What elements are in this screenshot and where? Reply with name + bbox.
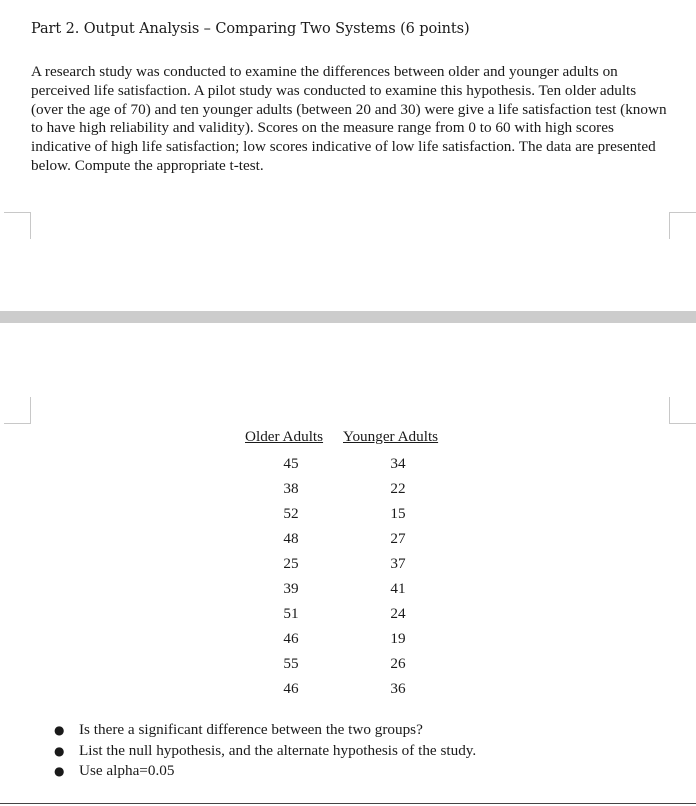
older-cell: 45: [283, 455, 299, 472]
older-cell: 48: [283, 530, 299, 547]
younger-cell: 19: [390, 630, 406, 647]
section-heading: Part 2. Output Analysis – Comparing Two Systems (6 points): [31, 21, 470, 37]
bullet-icon: ●: [54, 764, 65, 778]
margin-corner-bottom-right: [669, 397, 696, 424]
margin-corner-top-left: [4, 212, 31, 239]
younger-cell: 27: [390, 530, 406, 547]
younger-cell: 22: [390, 480, 406, 497]
younger-cell: 24: [390, 605, 406, 622]
younger-cell: 37: [390, 555, 406, 572]
bullet-icon: ●: [54, 723, 65, 737]
older-cell: 55: [283, 655, 299, 672]
younger-cell: 34: [390, 455, 406, 472]
list-item-text: Is there a significant difference between the two groups?: [79, 721, 423, 738]
older-cell: 46: [283, 630, 299, 647]
older-cell: 52: [283, 505, 299, 522]
list-item-text: List the null hypothesis, and the alternate hypothesis of the study.: [79, 741, 477, 759]
margin-corner-bottom-left: [4, 397, 31, 424]
younger-cell: 15: [390, 505, 406, 522]
question-list: [52, 720, 476, 782]
bullet-icon: ●: [54, 743, 65, 758]
older-cell: 39: [283, 580, 299, 597]
older-cell: 38: [283, 480, 299, 497]
older-adults-header: Older Adults: [245, 428, 324, 445]
list-item: [52, 720, 476, 741]
problem-paragraph: A research study was conducted to examine the differences between older and younger adults on perceived life satisfaction. A pilot study was conducted to examine this hypothesis. Ten older adults (over the age of 70) and ten younger adults (between 20 and 30) were give a life satisfaction test (known to have high reliability and validity). Scores on the measure range from 0 to 60 with high scores indicative of high life satisfaction; low scores indicative of low life satisfaction. The data are presented below. Compute the appropriate t-test.: [31, 63, 667, 174]
younger-cell: 41: [390, 580, 406, 597]
younger-cell: 36: [390, 680, 406, 697]
older-cell: 46: [283, 680, 299, 697]
older-cell: 25: [283, 555, 299, 572]
younger-adults-header: Younger Adults: [343, 428, 439, 445]
margin-corner-top-right: [669, 212, 696, 239]
footer-divider: [0, 803, 696, 804]
list-item-text: Use alpha=0.05: [79, 762, 175, 779]
younger-adults-column: [343, 426, 453, 701]
older-cell: 51: [283, 605, 299, 622]
younger-cell: 26: [390, 655, 406, 672]
page-break-separator: [0, 311, 696, 323]
list-item: [52, 761, 476, 782]
list-item: [52, 741, 476, 762]
older-adults-column: [245, 426, 337, 701]
